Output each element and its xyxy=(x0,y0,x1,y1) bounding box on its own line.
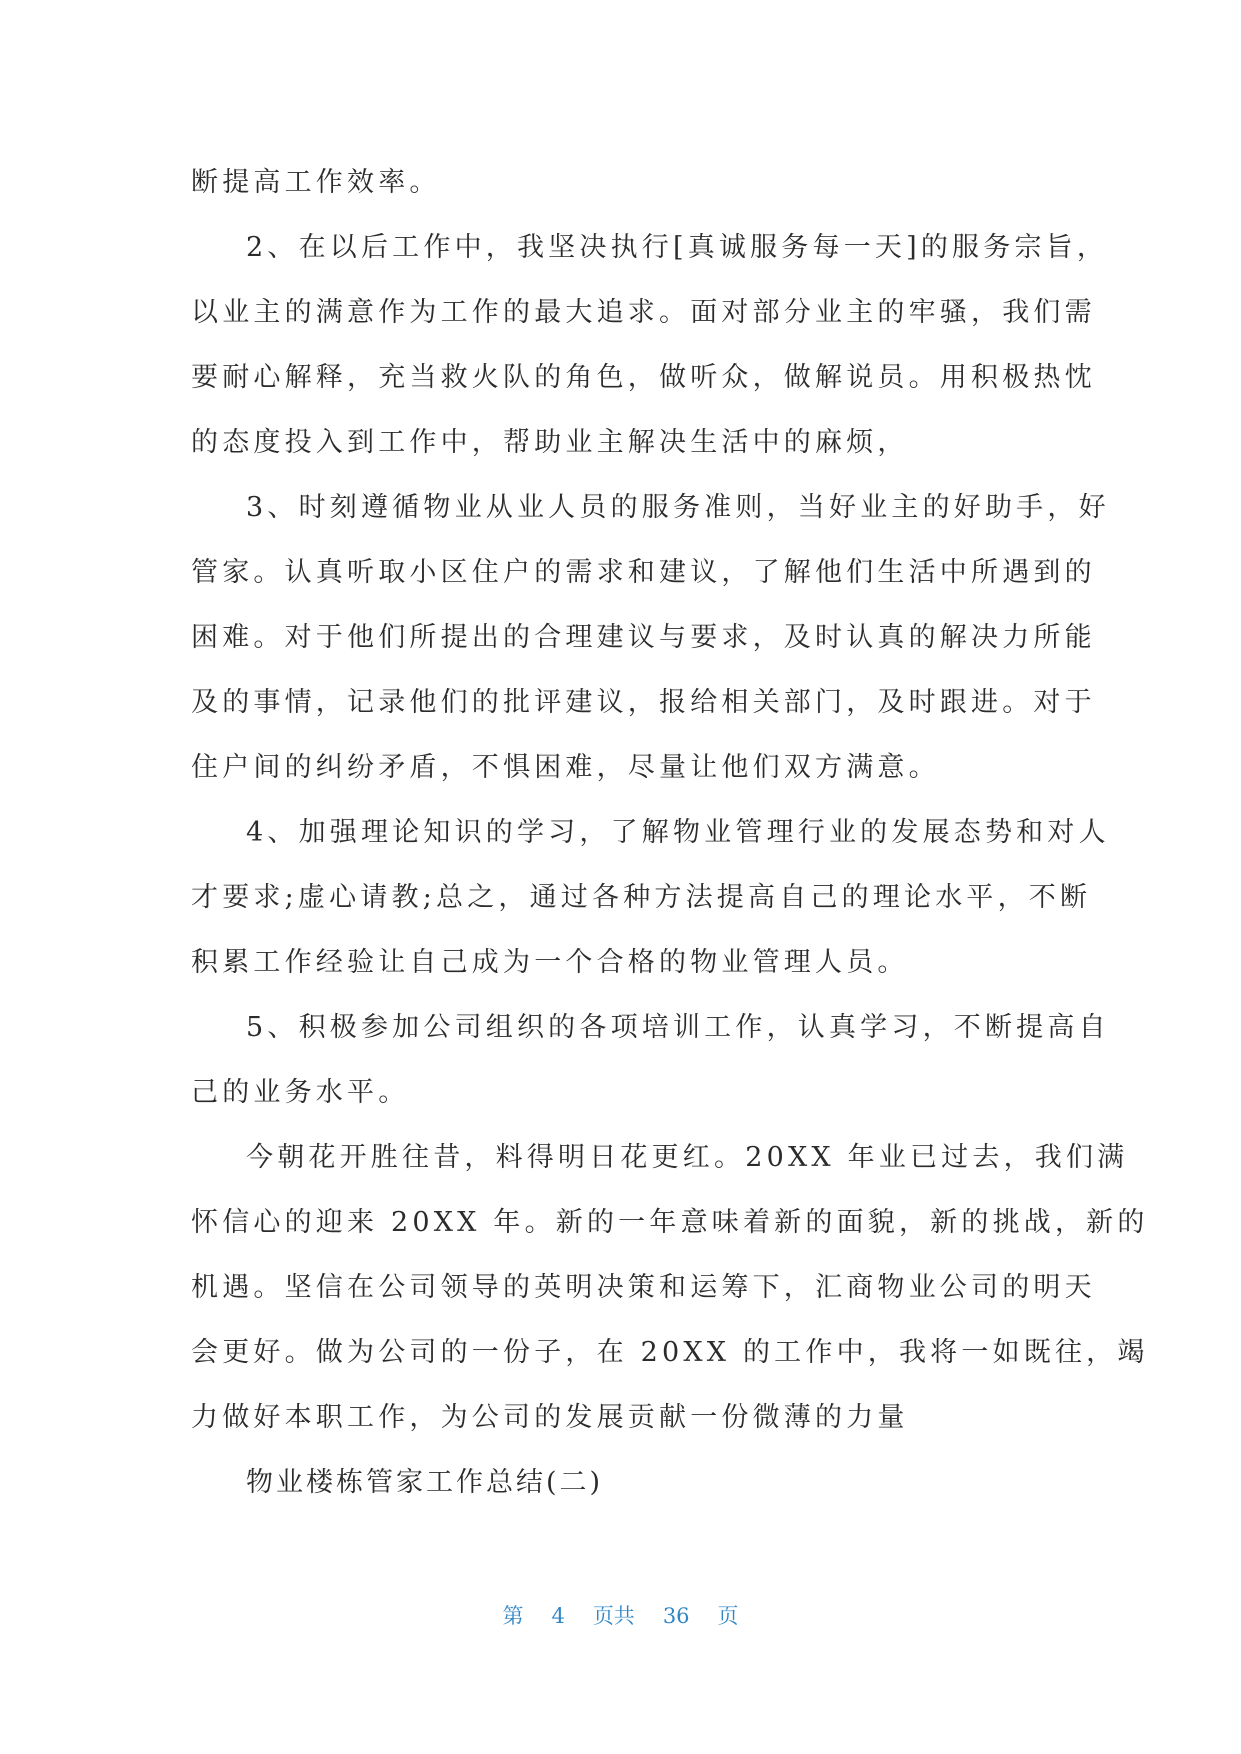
footer-middle: 页共 xyxy=(592,1604,635,1628)
text-line: 积累工作经验让自己成为一个合格的物业管理人员。 xyxy=(191,947,909,978)
current-page-number: 4 xyxy=(551,1604,565,1628)
paragraph-3-start: 3、时刻遵循物业从业人员的服务准则，当好业主的好助手，好 xyxy=(246,492,1110,523)
text-line: 要耐心解释，充当救火队的角色，做听众，做解说员。用积极热忱 xyxy=(191,362,1096,393)
paragraph-2-start: 2、在以后工作中，我坚决执行[真诚服务每一天]的服务宗旨， xyxy=(246,232,1109,263)
text-line: 困难。对于他们所提出的合理建议与要求，及时认真的解决力所能 xyxy=(191,622,1096,653)
section-heading: 物业楼栋管家工作总结(二) xyxy=(246,1467,604,1498)
footer-prefix: 第 xyxy=(502,1604,524,1628)
text-line: 会更好。做为公司的一份子，在 20XX 的工作中，我将一如既往，竭 xyxy=(191,1337,1149,1368)
text-line: 的态度投入到工作中，帮助业主解决生活中的麻烦， xyxy=(191,427,909,458)
text-line: 断提高工作效率。 xyxy=(191,167,441,198)
text-line: 机遇。坚信在公司领导的英明决策和运筹下，汇商物业公司的明天 xyxy=(191,1272,1096,1303)
text-line: 及的事情，记录他们的批评建议，报给相关部门，及时跟进。对于 xyxy=(191,687,1096,718)
text-line: 才要求;虚心请教;总之，通过各种方法提高自己的理论水平，不断 xyxy=(191,882,1092,913)
text-line: 以业主的满意作为工作的最大追求。面对部分业主的牢骚，我们需 xyxy=(191,297,1096,328)
page-footer xyxy=(0,1600,1241,1630)
text-line: 怀信心的迎来 20XX 年。新的一年意味着新的面貌，新的挑战，新的 xyxy=(191,1207,1149,1238)
text-line: 己的业务水平。 xyxy=(191,1077,410,1108)
document-body xyxy=(191,150,1149,1515)
total-pages-number: 36 xyxy=(662,1604,690,1628)
closing-paragraph-start: 今朝花开胜往昔，料得明日花更红。20XX 年业已过去，我们满 xyxy=(246,1142,1129,1173)
text-line: 力做好本职工作，为公司的发展贡献一份微薄的力量 xyxy=(191,1402,909,1433)
text-line: 住户间的纠纷矛盾，不惧困难，尽量让他们双方满意。 xyxy=(191,752,940,783)
text-line: 管家。认真听取小区住户的需求和建议，了解他们生活中所遇到的 xyxy=(191,557,1096,588)
footer-suffix: 页 xyxy=(717,1604,739,1628)
paragraph-4-start: 4、加强理论知识的学习，了解物业管理行业的发展态势和对人 xyxy=(246,817,1110,848)
paragraph-5-start: 5、积极参加公司组织的各项培训工作，认真学习，不断提高自 xyxy=(246,1012,1110,1043)
